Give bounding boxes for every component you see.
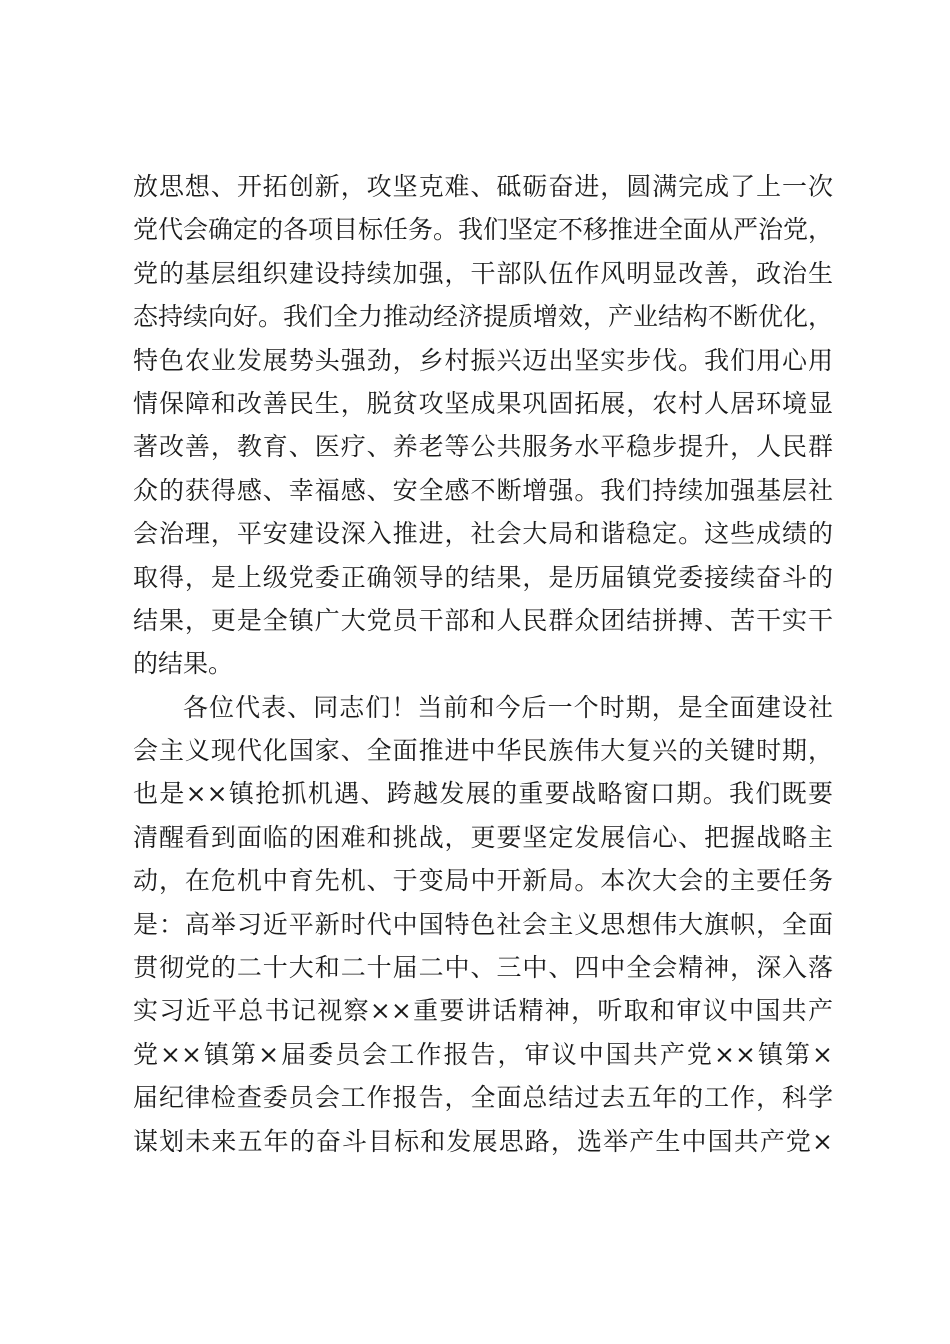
paragraph-line: 结果，更是全镇广大党员干部和人民群众团结拼搏、苦干实干	[133, 605, 833, 635]
paragraph-line: 著改善，教育、医疗、养老等公共服务水平稳步提升，人民群	[133, 432, 833, 462]
paragraph-line: 是：高举习近平新时代中国特色社会主义思想伟大旗帜，全面	[133, 909, 833, 939]
paragraph-line: 届纪律检查委员会工作报告，全面总结过去五年的工作，科学	[133, 1083, 833, 1113]
paragraph-line: 党的基层组织建设持续加强，干部队伍作风明显改善，政治生	[133, 258, 833, 288]
paragraph-line: 特色农业发展势头强劲，乡村振兴迈出坚实步伐。我们用心用	[133, 345, 833, 375]
paragraph-line: 放思想、开拓创新，攻坚克难、砥砺奋进，圆满完成了上一次	[133, 172, 833, 201]
paragraph-2	[133, 686, 833, 1163]
paragraph-line: 实习近平总书记视察××重要讲话精神，听取和审议中国共产	[133, 996, 833, 1026]
paragraph-line: 的结果。	[133, 649, 234, 679]
paragraph-line: 各位代表、同志们！当前和今后一个时期，是全面建设社	[183, 692, 833, 722]
document-body	[133, 165, 833, 1163]
paragraph-line: 谋划未来五年的奋斗目标和发展思路，选举产生中国共产党×	[133, 1126, 833, 1156]
paragraph-line: 清醒看到面临的困难和挑战，更要坚定发展信心、把握战略主	[133, 822, 833, 852]
paragraph-1	[133, 165, 833, 686]
paragraph-line: 动，在危机中育先机、于变局中开新局。本次大会的主要任务	[133, 866, 833, 896]
paragraph-line: 贯彻党的二十大和二十届二中、三中、四中全会精神，深入落	[133, 953, 833, 983]
paragraph-line: 也是××镇抢抓机遇、跨越发展的重要战略窗口期。我们既要	[133, 779, 833, 809]
paragraph-line: 众的获得感、幸福感、安全感不断增强。我们持续加强基层社	[133, 475, 833, 505]
paragraph-line: 态持续向好。我们全力推动经济提质增效，产业结构不断优化，	[133, 302, 834, 332]
paragraph-line: 会治理，平安建设深入推进，社会大局和谐稳定。这些成绩的	[133, 519, 833, 549]
paragraph-line: 情保障和改善民生，脱贫攻坚成果巩固拓展，农村人居环境显	[133, 388, 833, 418]
paragraph-line: 会主义现代化国家、全面推进中华民族伟大复兴的关键时期，	[133, 736, 833, 766]
paragraph-line: 党××镇第×届委员会工作报告，审议中国共产党××镇第×	[133, 1039, 833, 1069]
paragraph-line: 取得，是上级党委正确领导的结果，是历届镇党委接续奋斗的	[133, 562, 833, 592]
paragraph-line: 党代会确定的各项目标任务。我们坚定不移推进全面从严治党，	[133, 215, 834, 245]
